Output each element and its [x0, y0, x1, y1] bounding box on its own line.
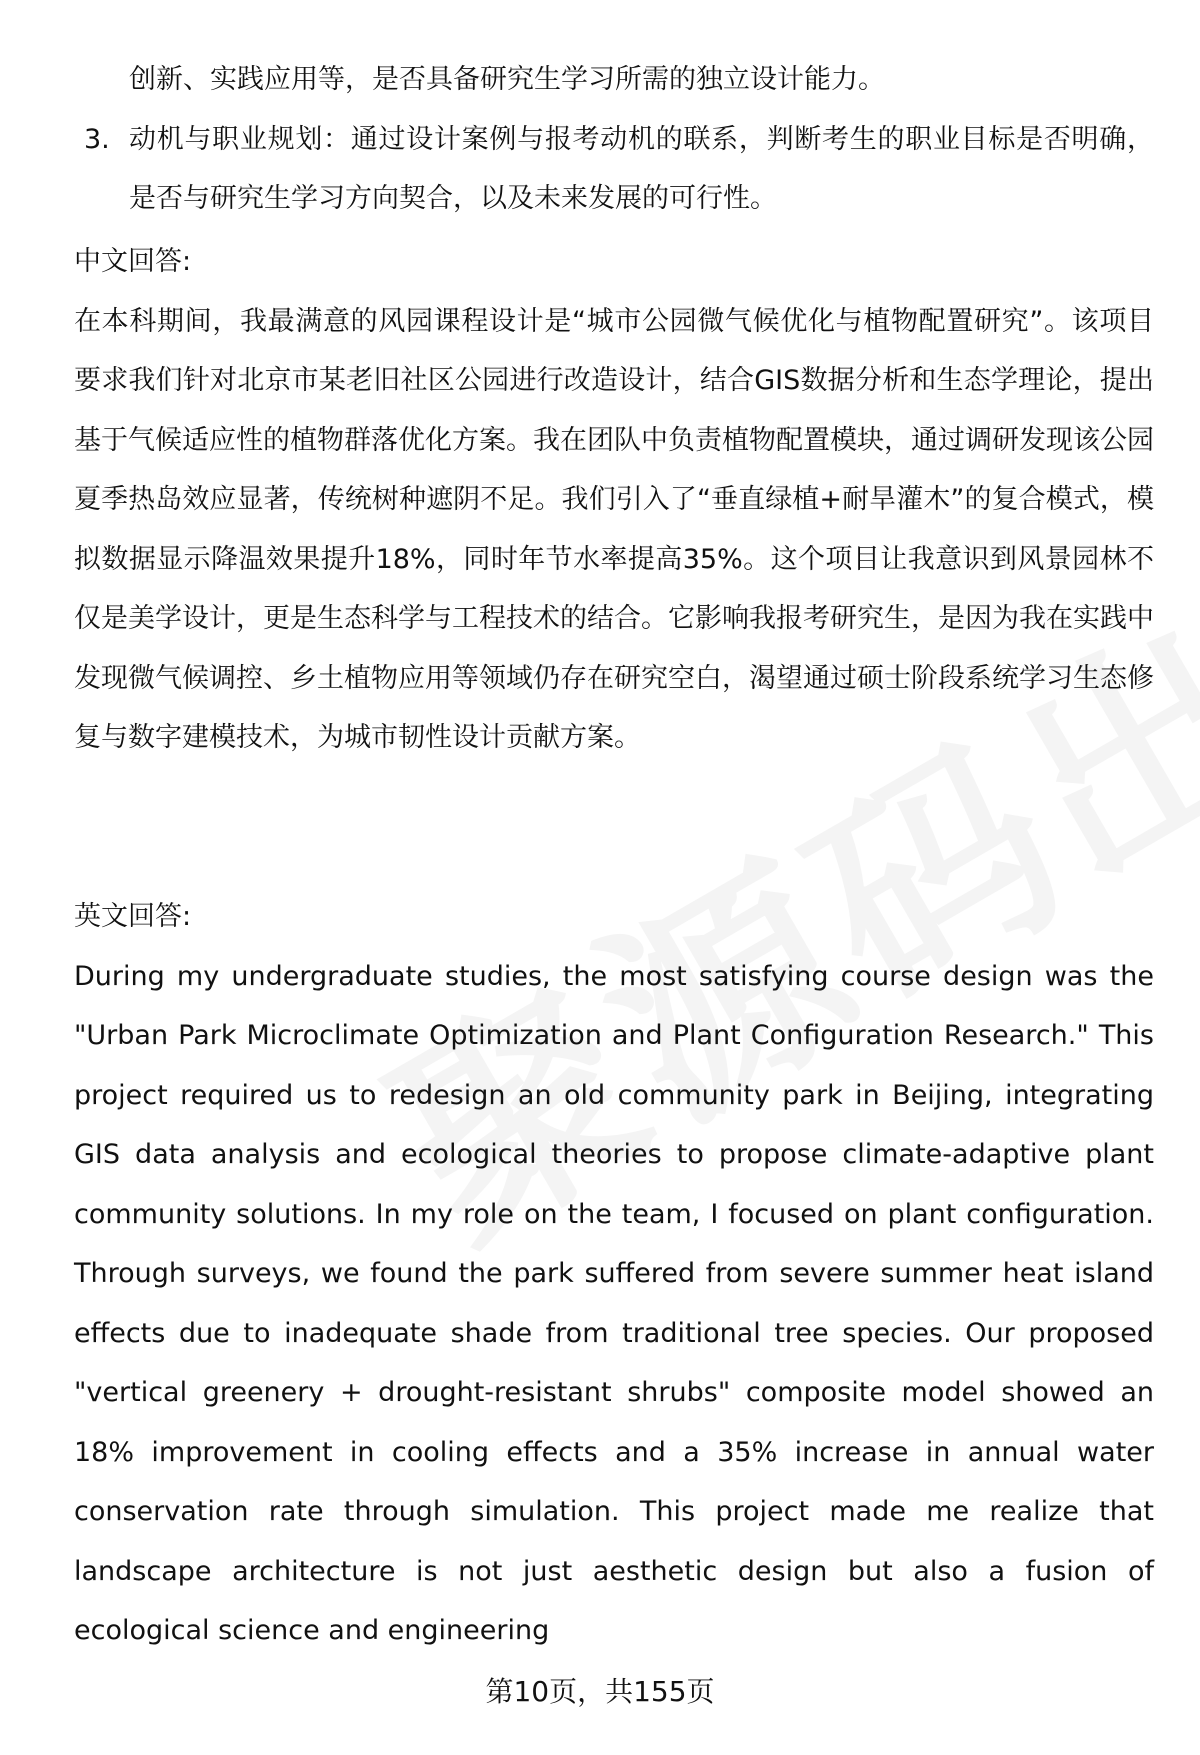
chinese-answer-body: 在本科期间，我最满意的风园课程设计是“城市公园微气候优化与植物配置研究”。该项目要求我们针对北京市某老旧社区公园进行改造设计，结合GIS数据分析和生态学理论，提出基于气候适应性的植物群落优化方案。我在团队中负责植物配置模块，通过调研发现该公园夏季热岛效应显著，传统树种遮阴不足。我们引入了“垂直绿植+耐旱灌木”的复合模式，模拟数据显示降温效果提升18%，同时年节水率提高35%。这个项目让我意识到风景园林不仅是美学设计，更是生态科学与工程技术的结合。它影响我报考研究生，是因为我在实践中发现微气候调控、乡土植物应用等领域仍存在研究空白，渴望通过硕士阶段系统学习生态修复与数字建模技术，为城市韧性设计贡献方案。 [74, 305, 1154, 753]
list-item-2-continuation: 创新、实践应用等，是否具备研究生学习所需的独立设计能力。 [129, 64, 885, 95]
chinese-answer-heading: 中文回答: [74, 246, 192, 277]
chinese-answer-section [74, 232, 1154, 768]
page-number: 第10页，共155页 [485, 1675, 715, 1708]
list-item-number: 3. [84, 123, 110, 155]
list-item-text: 动机与职业规划：通过设计案例与报考动机的联系，判断考生的职业目标是否明确，是否与研究生学习方向契合，以及未来发展的可行性。 [129, 123, 1154, 214]
list-item-3 [74, 110, 1154, 229]
english-answer-heading: 英文回答: [74, 901, 192, 932]
criteria-list [74, 50, 1154, 229]
english-answer-section [74, 887, 1154, 1661]
english-answer-body: During my undergraduate studies, the most satisfying course design was the "Urban Park Microclimate Optimization and Plant Configuration Research." This project required us to redesign an old community park in Beijing, integrating GIS data analysis and ecological theories to propose climate-adaptive plant community solutions. In my role on the team, I focused on plant configuration. Through surveys, we found the park suffered from severe summer heat island effects due to inadequate shade from traditional tree species. Our proposed "vertical greenery + drought-resistant shrubs" composite model showed an 18% improvement in cooling effects and a 35% increase in annual water conservation rate through simulation. This project made me realize that landscape architecture is not just aesthetic design but also a fusion of ecological science and engineering [74, 960, 1154, 1646]
